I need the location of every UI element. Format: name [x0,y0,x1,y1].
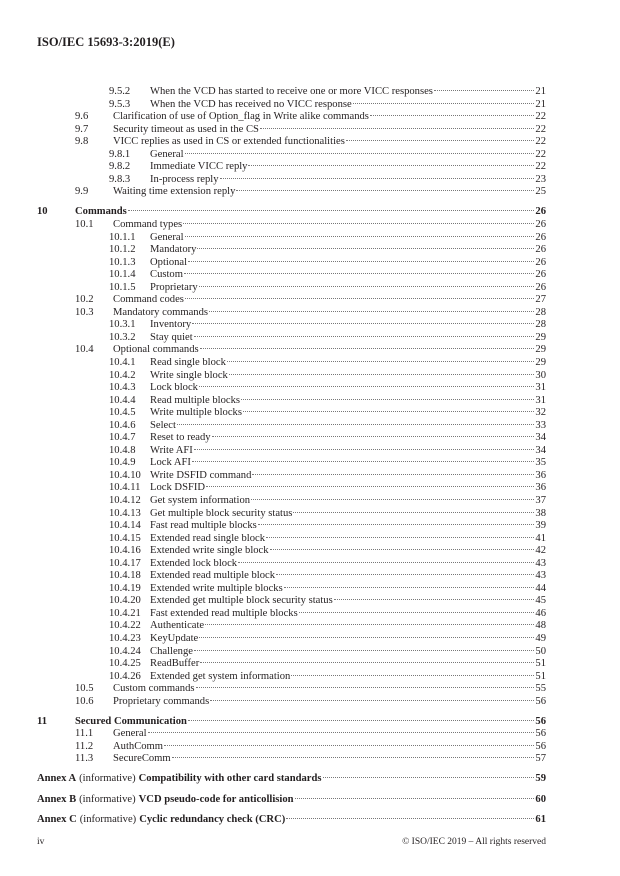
toc-entry-number: 10.4.19 [109,582,141,594]
toc-entry-number: 10.4.18 [109,570,141,582]
toc-entry-page: 26 [535,206,546,218]
toc-entry-title: Challenge [150,645,193,657]
toc-entry[interactable] [37,232,546,245]
dot-leader [183,223,534,224]
toc-entry-number: 11.3 [75,753,94,765]
toc-entry[interactable] [37,716,546,729]
dot-leader [291,675,534,676]
dot-leader [334,599,535,600]
toc-entry-title: Optional [150,256,188,268]
toc-entry-number: 11.1 [75,728,94,740]
dot-leader [196,687,535,688]
table-of-contents [37,86,546,826]
annex-page: 61 [535,813,546,825]
toc-entry-page: 26 [535,244,546,256]
dot-leader [346,140,535,141]
toc-entry[interactable] [37,595,546,608]
dot-leader [353,103,535,104]
toc-entry-page: 34 [535,444,546,456]
toc-entry[interactable] [37,219,546,232]
toc-entry[interactable] [37,570,546,583]
dot-leader [323,777,535,778]
toc-entry-number: 9.8.3 [109,173,131,185]
toc-entry-title: Extended read multiple block [150,570,276,582]
toc-entry-number: 10.4.8 [109,444,136,456]
annex-label: Annex A [37,773,77,785]
toc-entry-title: Security timeout as used in the CS [113,123,259,135]
toc-entry[interactable] [37,495,546,508]
dot-leader [206,486,534,487]
dot-leader [185,298,534,299]
toc-entry-number: 10.1.2 [109,244,136,256]
toc-entry-number: 10.4.23 [109,633,141,645]
toc-entry[interactable] [37,671,546,684]
toc-entry-page: 31 [535,394,546,406]
dot-leader [185,236,535,237]
toc-entry[interactable] [37,457,546,470]
annex-type: (informative) [79,793,136,805]
toc-entry-title: Command types [113,218,183,230]
toc-entry-page: 23 [535,173,546,185]
toc-entry-title: In-process reply [150,173,219,185]
toc-entry-page: 56 [535,740,546,752]
toc-entry-page: 22 [535,111,546,123]
toc-entry-page: 31 [535,382,546,394]
toc-entry-number: 10.3.2 [109,331,136,343]
toc-entry-page: 21 [535,98,546,110]
toc-entry-title: KeyUpdate [150,633,199,645]
dot-leader [434,90,534,91]
toc-entry-number: 10.4.3 [109,382,136,394]
toc-entry-title: Extended write multiple blocks [150,582,283,594]
toc-entry[interactable] [37,161,546,174]
toc-entry[interactable] [37,683,546,696]
toc-entry-title: AuthComm [113,740,164,752]
toc-entry[interactable] [37,753,546,766]
toc-entry[interactable] [37,282,546,295]
annex-title: VCD pseudo-code for anticollision [138,793,294,805]
toc-entry-page: 30 [535,369,546,381]
toc-entry[interactable] [37,520,546,533]
toc-entry[interactable] [37,728,546,741]
toc-entry-title: Waiting time extension reply [113,186,236,198]
annex-label: Annex B [37,793,77,805]
toc-entry-number: 10 [37,206,48,218]
toc-entry-title: General [150,148,184,160]
toc-entry-page: 36 [535,469,546,481]
toc-entry-title: Custom commands [113,683,195,695]
toc-entry[interactable] [37,111,546,124]
toc-entry-page: 36 [535,482,546,494]
toc-entry-page: 35 [535,457,546,469]
toc-entry-number: 10.4.1 [109,356,136,368]
toc-entry-title: Extended lock block [150,557,238,569]
toc-entry-number: 10.4 [75,344,94,356]
toc-entry-number: 10.4.26 [109,670,141,682]
toc-entry-page: 45 [535,595,546,607]
annex-type: (informative) [79,773,136,785]
dot-leader [128,210,535,211]
toc-entry[interactable] [37,307,546,320]
dot-leader [212,436,535,437]
toc-entry-title: Proprietary [150,281,198,293]
dot-leader [248,165,534,166]
toc-entry-title: Write multiple blocks [150,407,242,419]
toc-entry-page: 26 [535,256,546,268]
toc-entry-number: 9.6 [75,111,89,123]
toc-entry-page: 28 [535,319,546,331]
toc-entry[interactable] [37,608,546,621]
dot-leader [199,386,534,387]
toc-entry-number: 9.5.2 [109,86,131,97]
toc-entry[interactable] [37,86,546,99]
toc-entry-page: 26 [535,218,546,230]
toc-entry[interactable] [37,357,546,370]
toc-entry-page: 21 [535,86,546,97]
toc-entry-title: Proprietary commands [113,695,210,707]
toc-entry[interactable] [37,124,546,137]
toc-entry-page: 32 [535,407,546,419]
dot-leader [199,286,535,287]
toc-entry[interactable] [37,558,546,571]
toc-entry[interactable] [37,136,546,149]
dot-leader [286,818,534,819]
toc-entry-page: 50 [535,645,546,657]
toc-entry-page: 37 [535,495,546,506]
toc-entry-title: Mandatory commands [113,306,209,318]
toc-entry-title: Extended read single block [150,532,266,544]
toc-entry-number: 10.4.12 [109,495,141,506]
annex-page: 60 [535,793,546,805]
dot-leader [148,732,535,733]
toc-entry-number: 9.8.1 [109,148,131,160]
dot-leader [188,720,534,721]
dot-leader [243,411,534,412]
toc-entry-page: 38 [535,507,546,519]
toc-entry-title: Write single block [150,369,228,381]
dot-leader [209,311,534,312]
annex-page: 59 [535,773,546,785]
toc-entry-page: 48 [535,620,546,632]
toc-entry[interactable] [37,370,546,383]
toc-entry-page: 55 [535,683,546,695]
toc-entry-number: 9.7 [75,123,89,135]
toc-entry-number: 10.1.3 [109,256,136,268]
dot-leader [293,512,534,513]
dot-leader [199,637,534,638]
toc-entry-title: Inventory [150,319,192,331]
dot-leader [197,248,534,249]
toc-entry[interactable] [37,545,546,558]
dot-leader [284,587,535,588]
toc-entry-title: Lock block [150,382,198,394]
toc-entry-page: 51 [535,670,546,682]
toc-entry-title: Command codes [113,294,184,306]
toc-entry-title: Lock DSFID [150,482,206,494]
toc-entry-title: Read multiple blocks [150,394,241,406]
toc-entry[interactable] [37,206,546,219]
toc-entry[interactable] [37,294,546,307]
toc-entry-title: General [113,728,147,740]
toc-entry-title: Authenticate [150,620,205,632]
toc-entry-number: 9.8 [75,136,89,148]
toc-entry-page: 34 [535,432,546,444]
dot-leader [260,128,534,129]
dot-leader [370,115,534,116]
toc-entry-title: Write AFI [150,444,193,456]
toc-entry-number: 10.4.5 [109,407,136,419]
toc-entry-title: Select [150,419,176,431]
toc-entry-title: Reset to ready [150,432,211,444]
toc-entry[interactable] [37,382,546,395]
toc-entry-title: General [150,231,184,243]
toc-entry-title: Read single block [150,356,226,368]
toc-entry-page: 29 [535,331,546,343]
toc-entry[interactable] [37,149,546,162]
toc-entry[interactable] [37,99,546,112]
toc-entry[interactable] [37,583,546,596]
document-header: ISO/IEC 15693-3:2019(E) [37,35,175,49]
dot-leader [238,562,534,563]
toc-entry-title: Mandatory [150,244,197,256]
toc-entry-number: 9.8.2 [109,161,131,173]
toc-entry-page: 22 [535,123,546,135]
toc-entry-number: 10.4.14 [109,520,141,532]
toc-entry-page: 22 [535,148,546,160]
toc-entry[interactable] [37,508,546,521]
annex-label: Annex C [37,813,77,825]
toc-entry-page: 56 [535,715,546,727]
toc-entry-number: 10.4.11 [109,482,141,494]
toc-entry-title: SecureComm [113,753,171,765]
toc-entry-title: Get system information [150,495,251,506]
toc-entry-page: 43 [535,557,546,569]
toc-entry-page: 28 [535,306,546,318]
dot-leader [258,524,535,525]
dot-leader [270,549,535,550]
toc-entry-number: 10.4.13 [109,507,141,519]
dot-leader [251,499,534,500]
toc-entry[interactable] [37,646,546,659]
toc-entry-title: Extended get system information [150,670,291,682]
toc-entry-page: 39 [535,520,546,532]
dot-leader [200,348,535,349]
page-number: iv [37,837,45,847]
toc-entry-title: Commands [75,206,127,218]
toc-entry-title: Lock AFI [150,457,191,469]
toc-entry-number: 10.4.15 [109,532,141,544]
toc-entry-page: 33 [535,419,546,431]
toc-entry-number: 10.4.9 [109,457,136,469]
toc-entry-page: 22 [535,136,546,148]
dot-leader [184,273,534,274]
toc-entry-title: Get multiple block security status [150,507,293,519]
toc-entry-title: Optional commands [113,344,199,356]
dot-leader [276,574,534,575]
toc-entry-page: 57 [535,753,546,765]
toc-entry-title: VICC replies as used in CS or extended functionalities [113,136,345,148]
toc-entry[interactable] [37,633,546,646]
toc-entry-number: 10.3 [75,306,94,318]
toc-entry-number: 10.4.24 [109,645,141,657]
dot-leader [299,612,535,613]
toc-entry[interactable] [37,319,546,332]
toc-entry-number: 10.4.6 [109,419,136,431]
page-footer [37,837,546,847]
toc-entry-number: 10.4.20 [109,595,141,607]
dot-leader [194,449,535,450]
toc-entry-number: 10.1.4 [109,269,136,281]
dot-leader [229,374,535,375]
toc-entry-page: 26 [535,231,546,243]
dot-leader [194,336,535,337]
toc-entry-number: 10.4.21 [109,607,141,619]
toc-entry-page: 22 [535,161,546,173]
toc-entry-title: Fast extended read multiple blocks [150,607,298,619]
copyright: © ISO/IEC 2019 – All rights reserved [402,837,546,847]
dot-leader [220,178,535,179]
toc-entry-title: Immediate VICC reply [150,161,248,173]
dot-leader [205,624,534,625]
toc-entry[interactable] [37,470,546,483]
toc-entry-number: 10.1.1 [109,231,136,243]
dot-leader [295,798,535,799]
toc-entry[interactable] [37,344,546,357]
toc-entry-number: 10.4.4 [109,394,136,406]
toc-entry[interactable] [37,332,546,345]
dot-leader [200,662,534,663]
dot-leader [227,361,535,362]
dot-leader [266,537,534,538]
dot-leader [192,323,534,324]
dot-leader [194,650,534,651]
toc-entry-title: ReadBuffer [150,658,200,670]
toc-entry[interactable] [37,395,546,408]
toc-entry[interactable] [37,533,546,546]
annex-title: Compatibility with other card standards [138,773,322,785]
toc-entry-page: 26 [535,281,546,293]
toc-entry-number: 10.1.5 [109,281,136,293]
toc-entry[interactable] [37,620,546,633]
toc-entry-number: 11.2 [75,740,94,752]
toc-entry-number: 11 [37,715,48,727]
toc-entry-page: 46 [535,607,546,619]
toc-entry-number: 10.4.22 [109,620,141,632]
toc-annex-entry[interactable] [37,814,546,827]
toc-entry[interactable] [37,696,546,709]
dot-leader [236,190,534,191]
toc-entry-title: When the VCD has started to receive one or more VICC responses [150,86,433,97]
dot-leader [252,474,534,475]
dot-leader [188,261,534,262]
toc-entry-title: When the VCD has received no VICC response [150,98,352,110]
toc-entry[interactable] [37,244,546,257]
toc-entry-page: 56 [535,728,546,740]
toc-entry[interactable] [37,445,546,458]
toc-annex-entry[interactable] [37,773,546,786]
toc-entry-number: 10.4.10 [109,469,141,481]
dot-leader [172,757,535,758]
dot-leader [241,399,534,400]
annex-type: (informative) [79,813,137,825]
dot-leader [164,745,534,746]
toc-entry-number: 10.4.17 [109,557,141,569]
toc-entry-title: Fast read multiple blocks [150,520,257,532]
toc-entry-page: 29 [535,344,546,356]
toc-entry-page: 51 [535,658,546,670]
toc-entry-title: Extended get multiple block security status [150,595,333,607]
toc-entry-number: 10.6 [75,695,94,707]
toc-entry-page: 26 [535,269,546,281]
toc-entry-number: 10.1 [75,218,94,230]
dot-leader [210,700,534,701]
toc-entry[interactable] [37,432,546,445]
toc-entry-title: Write DSFID command [150,469,252,481]
toc-entry-page: 56 [535,695,546,707]
toc-entry[interactable] [37,482,546,495]
toc-annex-entry[interactable] [37,794,546,807]
annex-title: Cyclic redundancy check (CRC) [139,813,286,825]
dot-leader [185,153,535,154]
toc-entry[interactable] [37,407,546,420]
toc-entry-page: 29 [535,356,546,368]
toc-entry-number: 10.4.7 [109,432,136,444]
toc-entry-number: 9.5.3 [109,98,131,110]
toc-entry[interactable] [37,174,546,187]
toc-entry-number: 10.5 [75,683,94,695]
toc-entry-number: 9.9 [75,186,89,198]
toc-entry-page: 27 [535,294,546,306]
toc-entry-number: 10.3.1 [109,319,136,331]
toc-entry[interactable] [37,420,546,433]
toc-entry[interactable] [37,257,546,270]
toc-entry[interactable] [37,658,546,671]
toc-entry-number: 10.4.25 [109,658,141,670]
toc-entry-page: 43 [535,570,546,582]
toc-entry[interactable] [37,741,546,754]
toc-entry-number: 10.4.2 [109,369,136,381]
toc-entry-title: Custom [150,269,183,281]
toc-entry-page: 25 [535,186,546,198]
toc-entry-page: 42 [535,545,546,557]
dot-leader [177,424,535,425]
toc-entry-page: 44 [535,582,546,594]
toc-entry-title: Stay quiet [150,331,193,343]
toc-entry-number: 10.4.16 [109,545,141,557]
dot-leader [192,461,535,462]
toc-entry-page: 41 [535,532,546,544]
toc-entry-title: Extended write single block [150,545,269,557]
toc-entry-page: 49 [535,633,546,645]
toc-entry-title: Clarification of use of Option_flag in Write alike commands [113,111,369,123]
toc-entry-number: 10.2 [75,294,94,306]
toc-entry[interactable] [37,186,546,199]
toc-entry[interactable] [37,269,546,282]
toc-entry-title: Secured Communication [75,715,187,727]
